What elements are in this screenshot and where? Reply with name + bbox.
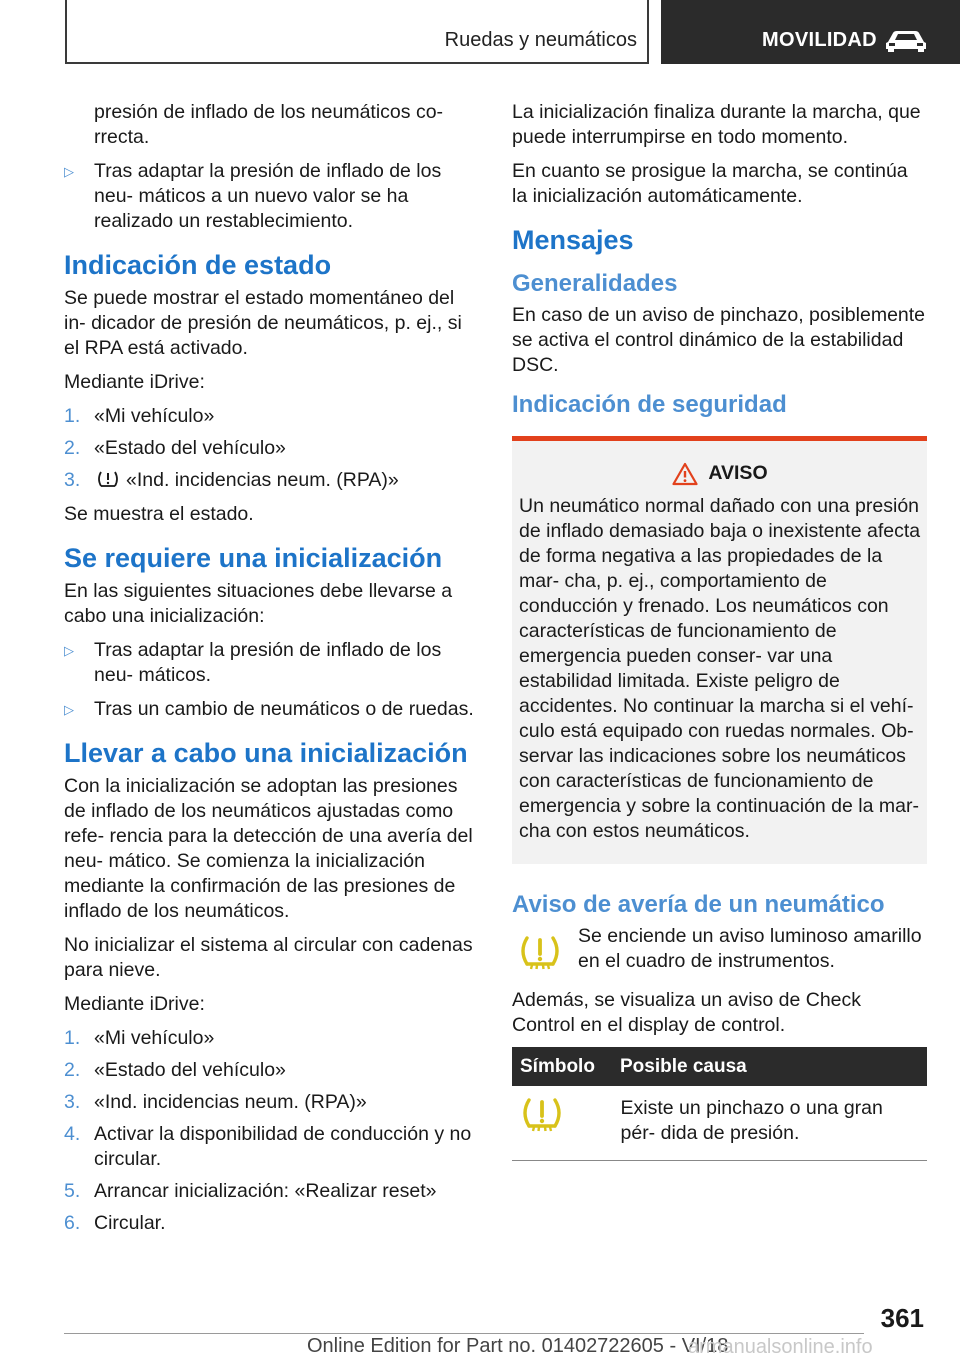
step-number: 4. [64,1123,81,1145]
list-item [64,436,476,461]
list-item [64,1179,476,1204]
required-paragraph: En las siguientes situaciones debe llevarse a cabo una inicialización: [64,580,453,627]
list-item [64,159,476,234]
list-item [64,1211,476,1236]
header-chapter-tab [661,0,960,64]
indicator-row [512,924,927,974]
symbol-table [512,1047,927,1161]
step-number: 3. [64,1091,81,1113]
list-item-text: Tras adaptar la presión de inflado de los neu‐ máticos a un nuevo valor se ha realizado un restablecimiento. [94,160,442,232]
header-chapter-label: MOVILIDAD [762,29,877,51]
list-item-text: Tras un cambio de neumáticos o de ruedas. [94,698,474,720]
table-header-cause: Posible causa [612,1047,927,1086]
warning-box [512,436,927,864]
step-number: 1. [64,1027,81,1049]
heading-init-required: Se requiere una inicialización [64,543,443,573]
step-number: 3. [64,469,81,491]
right-column [512,100,927,1161]
step-number: 2. [64,437,81,459]
heading-safety: Indicación de seguridad [512,391,787,418]
perform-paragraph-2: No inicializar el sistema al circular con cadenas para nieve. [64,934,473,981]
perform-via: Mediante iDrive: [64,993,205,1015]
warning-text: Un neumático normal dañado con una presión de inflado demasiado baja o inexistente afecta de forma negativa a las propiedades de la mar‐ cha, p. ej., comportamiento de conducción y frenado. Los neumáticos con características de funcionamiento de emergencia pueden conser‐ var una estabilidad limitada. Existe peligro de accidentes. No continuar la marcha si el vehí‐ culo está equipado con ruedas normales. Ob‐ servar las indicaciones sobre los neumáticos con características de funcionamiento de emergencia y sobre la continuación de la mar‐ cha con estos neumáticos. [519,495,921,842]
page-number: 361 [880,1303,924,1333]
step-number: 1. [64,405,81,427]
table-row [512,1086,927,1161]
step-text: «Estado del vehículo» [94,1059,286,1081]
table-header-symbol: Símbolo [512,1047,612,1086]
step-text: «Ind. incidencias neum. (RPA)» [94,1091,367,1113]
perform-steps [64,1026,476,1236]
heading-status: Indicación de estado [64,250,332,280]
list-item [64,1122,476,1172]
perform-paragraph-1: Con la inicialización se adoptan las presiones de inflado de los neumáticos ajustadas como refe‐ rencia para la detección de una avería del neu‐ mático. Se comienza la inicialización mediante la confirmación de las presiones de inflado de los neumáticos. [64,775,473,922]
footer-divider [64,1333,864,1334]
step-text: «Estado del vehículo» [94,437,286,459]
footer-edition: Online Edition for Part no. 01402722605 - VI/18 [307,1335,729,1357]
left-column [64,100,476,1245]
list-item [64,404,476,429]
list-item [64,1058,476,1083]
tire-pressure-warning-icon [518,934,562,972]
table-cell-cause: Existe un pinchazo o una gran pér‐ dida de presión. [612,1086,927,1161]
list-item [64,638,476,688]
step-text: «Mi vehículo» [94,405,215,427]
triangle-bullet-icon: ▷ [64,164,74,179]
warning-title: AVISO [708,462,768,484]
footer-watermark: armanualsonline.info [688,1336,873,1358]
heading-general: Generalidades [512,270,678,297]
heading-messages: Mensajes [512,225,634,255]
step-number: 2. [64,1059,81,1081]
car-icon [884,30,928,52]
heading-tire-failure: Aviso de avería de un neumático [512,891,885,918]
step-text: Activar la disponibilidad de conducción y no circular. [94,1123,472,1170]
list-item [64,1026,476,1051]
continued-paragraph: presión de inflado de los neumáticos co‐ rrecta. [94,101,444,148]
init-finish-paragraph: La inicialización finaliza durante la marcha, que puede interrumpirse en todo momento. [512,101,921,148]
status-paragraph: Se puede mostrar el estado momentáneo del in‐ dicador de presión de neumáticos, p. ej., si el RPA está activado. [64,287,462,359]
general-paragraph: En caso de un aviso de pinchazo, posiblemente se activa el control dinámico de la estabilidad DSC. [512,304,926,376]
table-header-row [512,1047,927,1086]
tire-pressure-warning-icon [520,1096,564,1134]
triangle-bullet-icon: ▷ [64,643,74,658]
table-cell-symbol [512,1086,612,1161]
header-section-title: Ruedas y neumáticos [444,29,637,51]
list-item [64,697,476,722]
indicator-text: Se enciende un aviso luminoso amarillo en el cuadro de instrumentos. [578,925,922,972]
warning-header [519,461,921,486]
list-item [64,468,476,493]
step-text: «Mi vehículo» [94,1027,215,1049]
warning-triangle-icon [672,462,698,486]
step-text: Circular. [94,1212,166,1234]
heading-perform-init: Llevar a cabo una inicialización [64,738,468,768]
step-number: 5. [64,1180,81,1202]
step-text: Arrancar inicialización: «Realizar reset» [94,1180,437,1202]
status-via: Mediante iDrive: [64,371,205,393]
list-item-text: Tras adaptar la presión de inflado de los neu‐ máticos. [94,639,442,686]
step-text: «Ind. incidencias neum. (RPA)» [126,469,399,491]
step-number: 6. [64,1212,81,1234]
tire-pressure-icon [96,470,120,490]
check-control-paragraph: Además, se visualiza un aviso de Check Control en el display de control. [512,989,862,1036]
list-item [64,1090,476,1115]
triangle-bullet-icon: ▷ [64,702,74,717]
init-continue-paragraph: En cuanto se prosigue la marcha, se continúa la inicialización automáticamente. [512,160,908,207]
status-result: Se muestra el estado. [64,503,254,525]
status-steps [64,404,476,493]
